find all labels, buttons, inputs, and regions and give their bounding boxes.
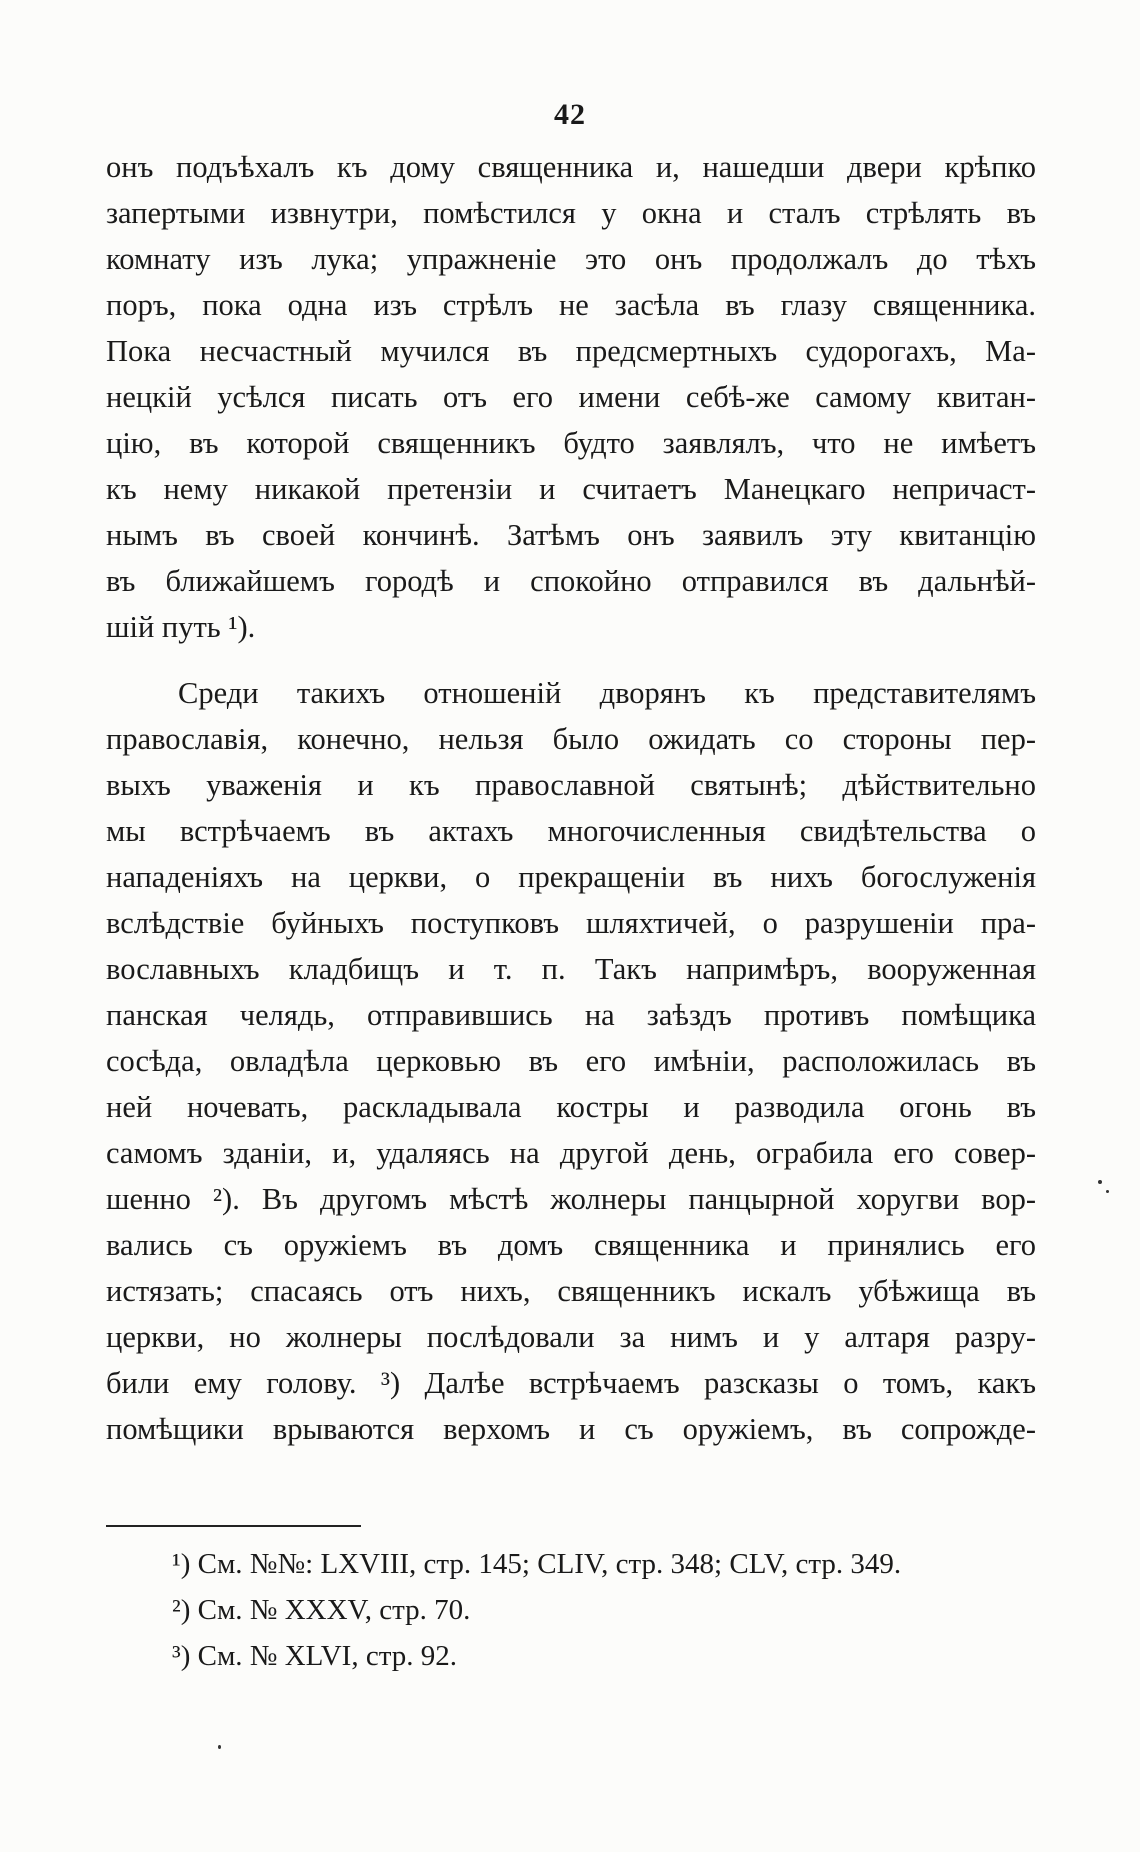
footnote-1 [172, 1542, 901, 1586]
footnote-mark: ²) [172, 1594, 191, 1626]
body-line: цію, въ которой священникъ будто заявлялъ, что не имѣетъ [106, 426, 1036, 460]
page-number: 42 [554, 98, 586, 131]
body-line: нымъ въ своей кончинѣ. Затѣмъ онъ заявилъ эту квитанцію [106, 518, 1036, 552]
footnote-text: См. №№: LXVIII, стр. 145; CLIV, стр. 348; CLV, стр. 349. [197, 1548, 902, 1580]
footnote-text: См. № XLVI, стр. 92. [197, 1640, 457, 1672]
body-line: ней ночевать, раскладывала костры и разводила огонь въ [106, 1090, 1036, 1124]
ink-speck [218, 1745, 221, 1749]
body-line: сосѣда, овладѣла церковью въ его имѣніи, расположилась въ [106, 1044, 1036, 1078]
body-line: поръ, пока одна изъ стрѣлъ не засѣла въ глазу священника. [106, 288, 1036, 322]
footnote-2 [172, 1588, 470, 1632]
body-line: въ ближайшемъ городѣ и спокойно отправился въ дальнѣй- [106, 564, 1036, 598]
body-line: вслѣдствіе буйныхъ поступковъ шляхтичей, о разрушеніи пра- [106, 906, 1036, 940]
footnote-3 [172, 1634, 457, 1678]
body-line: помѣщики врываются верхомъ и съ оружіемъ, въ сопрожде- [106, 1412, 1036, 1446]
body-line: мы встрѣчаемъ въ актахъ многочисленныя свидѣтельства о [106, 814, 1036, 848]
footnote-divider [106, 1525, 361, 1527]
body-line: къ нему никакой претензіи и считаетъ Манецкаго непричаст- [106, 472, 1036, 506]
body-line: панская челядь, отправившись на заѣздъ противъ помѣщика [106, 998, 1036, 1032]
body-line: нападеніяхъ на церкви, о прекращеніи въ нихъ богослуженія [106, 860, 1036, 894]
body-line: комнату изъ лука; упражненіе это онъ продолжалъ до тѣхъ [106, 242, 1036, 276]
body-line: вославныхъ кладбищъ и т. п. Такъ напримѣръ, вооруженная [106, 952, 1036, 986]
footnote-mark: ³) [172, 1640, 191, 1672]
footnote-text: См. № XXXV, стр. 70. [197, 1594, 471, 1626]
ink-speck [1098, 1180, 1102, 1184]
body-line: шій путь ¹). [106, 610, 256, 644]
body-line: били ему голову. ³) Далѣе встрѣчаемъ разсказы о томъ, какъ [106, 1366, 1036, 1400]
body-line: запертыми извнутри, помѣстился у окна и сталъ стрѣлять въ [106, 196, 1036, 230]
body-line: выхъ уваженія и къ православной святынѣ; дѣйствительно [106, 768, 1036, 802]
paragraph-first-line: Среди такихъ отношеній дворянъ къ представителямъ [178, 676, 1036, 710]
body-line: православія, конечно, нельзя было ожидать со стороны пер- [106, 722, 1036, 756]
body-line: онъ подъѣхалъ къ дому священника и, нашедши двери крѣпко [106, 150, 1036, 184]
body-line: нецкій усѣлся писать отъ его имени себѣ-же самому квитан- [106, 380, 1036, 414]
body-line: Пока несчастный мучился въ предсмертныхъ судорогахъ, Ма- [106, 334, 1036, 368]
body-line: вались съ оружіемъ въ домъ священника и принялись его [106, 1228, 1036, 1262]
body-line: самомъ зданіи, и, удаляясь на другой день, ограбила его совер- [106, 1136, 1036, 1170]
body-line: церкви, но жолнеры послѣдовали за нимъ и у алтаря разру- [106, 1320, 1036, 1354]
footnote-mark: ¹) [172, 1548, 191, 1580]
body-line: шенно ²). Въ другомъ мѣстѣ жолнеры панцырной хоругви вор- [106, 1182, 1036, 1216]
body-line: истязать; спасаясь отъ нихъ, священникъ искалъ убѣжища въ [106, 1274, 1036, 1308]
ink-speck [1106, 1190, 1109, 1193]
